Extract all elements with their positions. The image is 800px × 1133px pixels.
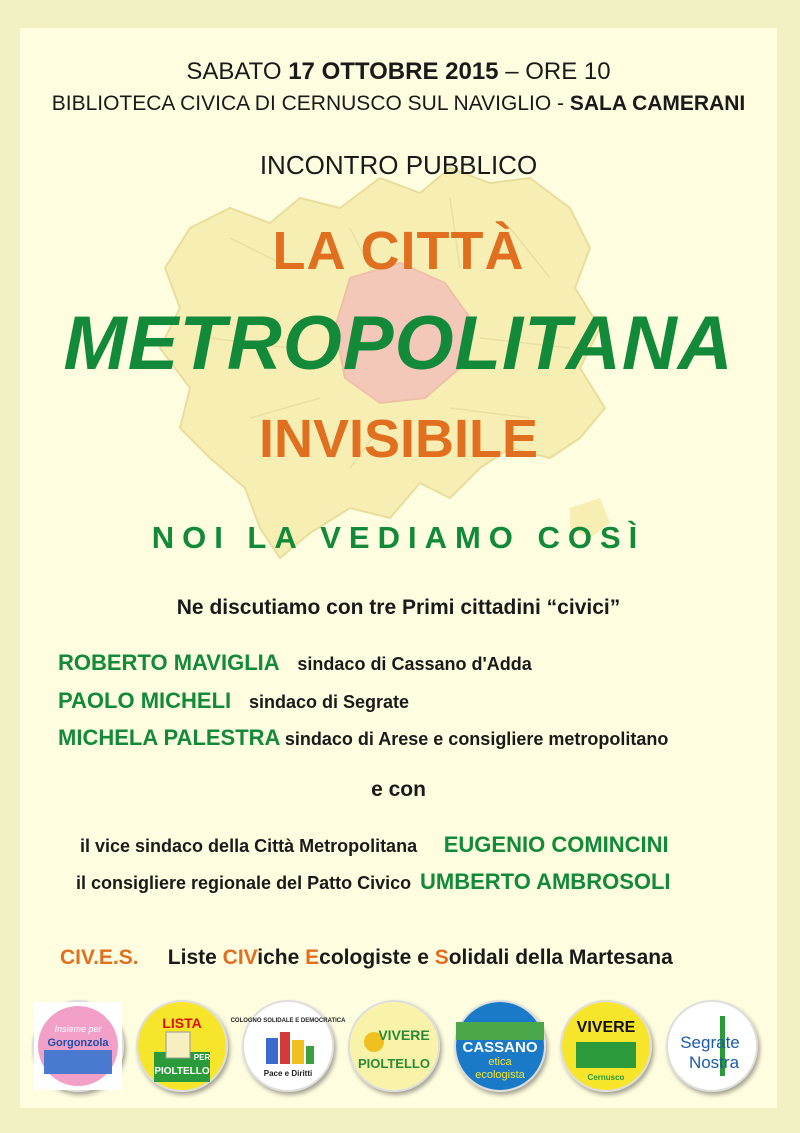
other-guest-role: il consigliere regionale del Patto Civico: [76, 873, 412, 893]
svg-text:Gorgonzola: Gorgonzola: [47, 1037, 109, 1049]
svg-text:PIOLTELLO: PIOLTELLO: [154, 1066, 210, 1077]
svg-text:COLOGNO SOLIDALE E DEMOCRATICA: COLOGNO SOLIDALE E DEMOCRATICA: [230, 1018, 346, 1024]
svg-text:VIVERE: VIVERE: [576, 1019, 636, 1036]
logo-vivere-pioltello: [348, 1000, 440, 1092]
svg-text:Pace e Diritti: Pace e Diritti: [263, 1069, 313, 1078]
guest-role: sindaco di Arese e consigliere metropolitano: [284, 729, 669, 749]
guest-name: MICHELA PALESTRA: [58, 725, 281, 750]
svg-text:VIVERE: VIVERE: [378, 1027, 430, 1043]
other-guest-row: [76, 869, 671, 895]
logos-row: [32, 1000, 772, 1100]
logo-cologno-solidale: [230, 1000, 346, 1092]
title-line-1: LA CITTÀ: [272, 221, 525, 281]
svg-text:Nostra: Nostra: [688, 1053, 740, 1072]
svg-text:ecologista: ecologista: [475, 1069, 525, 1081]
svg-text:LISTA: LISTA: [162, 1015, 202, 1031]
logo-segrate-nostra: [666, 1000, 758, 1092]
other-guest-row: [80, 832, 669, 858]
event-type: INCONTRO PUBBLICO: [259, 150, 538, 180]
and-with: e con: [371, 778, 426, 801]
guest-row: [58, 688, 409, 714]
poster: [20, 28, 777, 1108]
organizer: CIV.E.S. Liste CIViche Ecologiste e Solidali della Martesana: [60, 946, 673, 969]
title-line-2: METROPOLITANA: [63, 301, 734, 386]
slogan: NOI LA VEDIAMO COSÌ: [151, 520, 646, 555]
other-guest-role: il vice sindaco della Città Metropolitana: [80, 836, 418, 856]
other-guest-name: UMBERTO AMBROSOLI: [419, 869, 671, 894]
svg-text:PIOLTELLO: PIOLTELLO: [358, 1056, 430, 1071]
guest-row: [58, 650, 532, 676]
guest-role: sindaco di Segrate: [248, 692, 409, 712]
svg-text:Cernusco: Cernusco: [587, 1073, 625, 1082]
svg-text:Insieme per: Insieme per: [54, 1024, 102, 1034]
guest-row: [58, 725, 668, 751]
event-venue: BIBLIOTECA CIVICA DI CERNUSCO SUL NAVIGLIO - SALA CAMERANI: [51, 92, 746, 115]
guest-name: PAOLO MICHELI: [58, 688, 232, 713]
logo-insieme-per-gorgonzola: [32, 1000, 124, 1092]
discussion-intro: Ne discutiamo con tre Primi cittadini “civici”: [176, 596, 621, 619]
organizer-acronym: CIV.E.S.: [60, 946, 139, 969]
svg-text:Segrate: Segrate: [680, 1033, 740, 1052]
svg-text:CASSANO: CASSANO: [462, 1039, 538, 1056]
logo-vivere-cernusco: [560, 1000, 652, 1092]
svg-text:PER: PER: [193, 1053, 211, 1062]
event-date: SABATO 17 OTTOBRE 2015 – ORE 10: [186, 58, 611, 85]
logo-cassano-etica-ecologista: [454, 1000, 546, 1092]
svg-text:etica: etica: [488, 1056, 512, 1068]
title-line-3: INVISIBILE: [258, 409, 539, 469]
logo-lista-per-pioltello: [136, 1000, 228, 1092]
guest-role: sindaco di Cassano d'Adda: [297, 654, 532, 674]
guest-name: ROBERTO MAVIGLIA: [58, 650, 280, 675]
other-guest-name: EUGENIO COMINCINI: [443, 832, 669, 857]
